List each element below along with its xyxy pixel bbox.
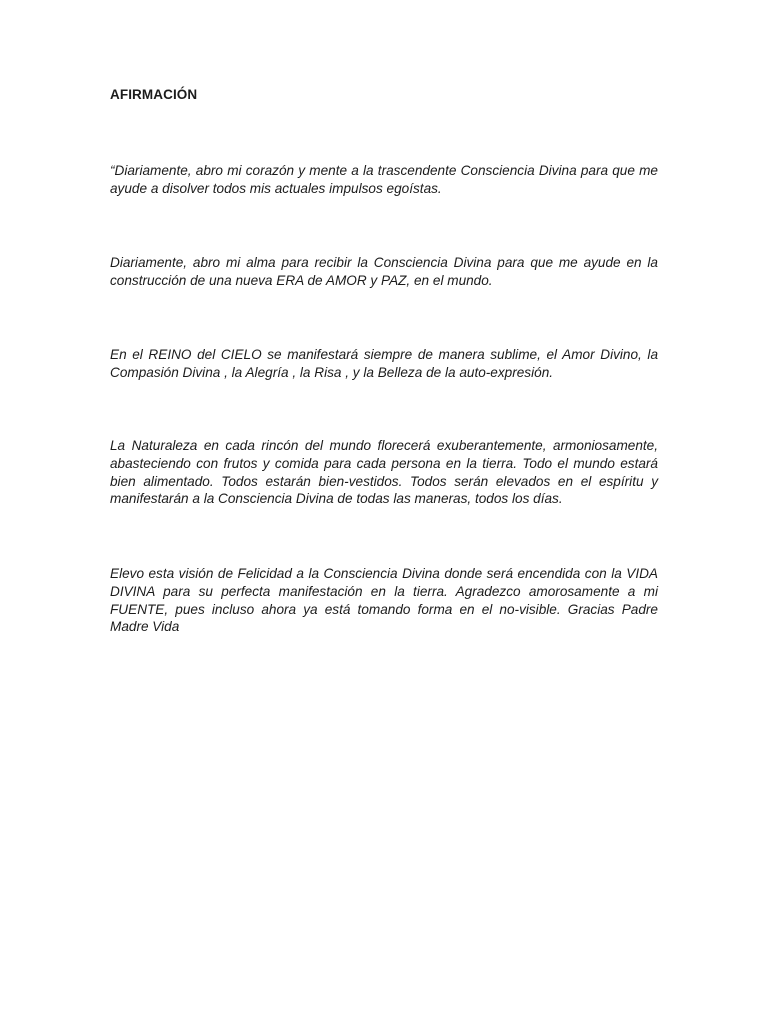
paragraph-5: Elevo esta visión de Felicidad a la Consciencia Divina donde será encendida con la VIDA DIVINA para su perfecta manifestación en la tierra. Agradezco amorosamente a mi FUENTE, pues incluso ahora ya está tomando forma en el no-visible. Gracias Padre Madre Vida <box>110 566 658 635</box>
document-title: AFIRMACIÓN <box>110 87 198 102</box>
paragraph-4: La Naturaleza en cada rincón del mundo florecerá exuberantemente, armoniosamente, abasteciendo con frutos y comida para cada persona en la tierra. Todo el mundo estará bien alimentado. Todos estarán bien-vestidos. Todos serán elevados en el espíritu y manifestarán a la Consciencia Divina de todas las maneras, todos los días. <box>110 438 658 507</box>
paragraph-3: En el REINO del CIELO se manifestará siempre de manera sublime, el Amor Divino, la Compasión Divina , la Alegría , la Risa , y la Belleza de la auto-expresión. <box>110 347 658 380</box>
paragraph-1: “Diariamente, abro mi corazón y mente a la trascendente Consciencia Divina para que me ayude a disolver todos mis actuales impulsos egoístas. <box>110 163 658 196</box>
paragraph-2: Diariamente, abro mi alma para recibir la Consciencia Divina para que me ayude en la construcción de una nueva ERA de AMOR y PAZ, en el mundo. <box>110 255 658 288</box>
